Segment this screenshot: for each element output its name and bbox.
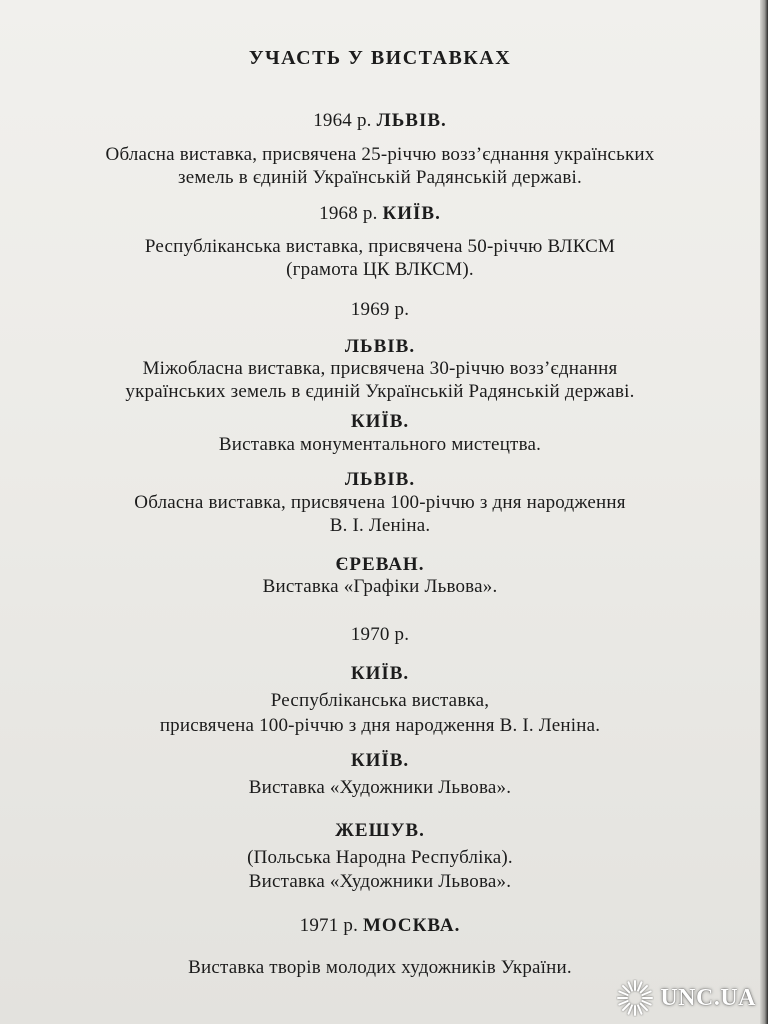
entry-text-line: Республіканська виставка, (270, 690, 490, 711)
watermark-text: UNC.UA (660, 984, 756, 1011)
entry-1970-year: 1970 р. (350, 624, 410, 645)
entry-text-line: Виставка «Графіки Львова». (262, 576, 498, 597)
entry-1969-year: 1969 р. (350, 299, 410, 320)
entry-text-line: (грамота ЦК ВЛКСМ). (286, 259, 474, 280)
entry-text-line: Виставка «Художники Львова». (248, 871, 512, 892)
entry-1964-heading (0, 110, 760, 132)
watermark (616, 978, 756, 1018)
entry-city: ЖЕШУВ. (335, 820, 425, 841)
entry-text-line: Виставка «Художники Львова». (248, 777, 512, 798)
page-edge-shadow (760, 0, 768, 1024)
entry-text-line: Республіканська виставка, присвячена 50-річчю ВЛКСМ (144, 236, 616, 257)
entry-text-line: Виставка монументального мистецтва. (218, 434, 542, 455)
page-title: УЧАСТЬ У ВИСТАВКАХ (248, 47, 512, 69)
entry-1971-heading (0, 915, 760, 937)
entry-text-line: Виставка творів молодих художників України. (188, 957, 572, 978)
entry-city: КИЇВ. (350, 750, 410, 771)
entry-text-line: українських земель в єдиній Українській Радянській державі. (125, 381, 635, 402)
entry-city: ЛЬВІВ. (376, 110, 447, 131)
entry-city: ЛЬВІВ. (344, 336, 416, 357)
entry-1968-heading (0, 203, 760, 225)
entry-text-line: Обласна виставка, присвячена 100-річчю з дня народження (134, 492, 626, 513)
entry-text-line: земель в єдиній Українській Радянській державі. (178, 167, 582, 188)
entry-city: МОСКВА. (362, 915, 461, 936)
entry-text-line: присвячена 100-річчю з дня народження В. І. Леніна. (159, 715, 601, 736)
entry-city: КИЇВ. (382, 203, 441, 224)
entry-year: 1968 р. (319, 203, 378, 224)
entry-city: КИЇВ. (350, 663, 410, 684)
entry-text-line: (Польська Народна Республіка). (247, 847, 513, 868)
entry-city: ЄРЕВАН. (335, 554, 425, 575)
entry-text-line: Міжобласна виставка, присвячена 30-річчю возз’єднання (142, 358, 618, 379)
sun-burst-logo-icon (616, 979, 654, 1017)
entry-city: ЛЬВІВ. (344, 469, 416, 490)
entry-year: 1964 р. (313, 110, 372, 131)
entry-text-line: Обласна виставка, присвячена 25-річчю возз’єднання українських (105, 144, 655, 165)
entry-text-line: В. І. Леніна. (329, 515, 431, 536)
entry-city: КИЇВ. (350, 411, 410, 432)
entry-year: 1971 р. (299, 915, 359, 936)
